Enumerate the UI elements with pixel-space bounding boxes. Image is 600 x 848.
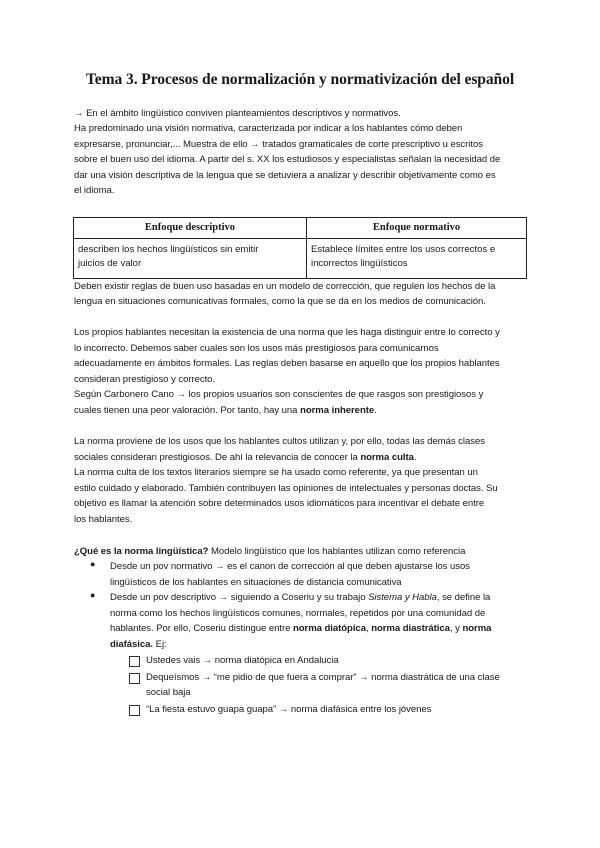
- bullet2-line-2: norma como los hechos lingüísticos comunes, normales, repetidos por una comunidad de: [110, 608, 486, 619]
- term-norma-diastratica: norma diastrática: [371, 623, 450, 634]
- term-diafasica: diafásica.: [110, 639, 154, 650]
- text-span: .: [374, 405, 377, 416]
- p2-line-5: Según Carbonero Cano → los propios usuarios son conscientes de que rasgos son prestigiosos y: [74, 389, 484, 400]
- term-norma-inherente: norma inherente: [300, 405, 375, 416]
- p3-line-3: La norma culta de los textos literarios siempre se ha usado como referente, ya que presentan un: [74, 467, 478, 478]
- text-span: ,: [365, 623, 372, 634]
- term-norma-linguistica: norma lingüística: [124, 546, 203, 557]
- bullet1-line-1: Desde un pov normativo → es el canon de corrección al que deben ajustarse los usos: [110, 561, 470, 572]
- bullet1-line-2: lingüísticos de los hablantes en situaciones de distancia comunicativa: [110, 577, 402, 588]
- checkbox[interactable]: [129, 705, 140, 716]
- page-title: Tema 3. Procesos de normalización y normativización del español: [85, 71, 515, 88]
- text-span: Modelo lingüístico que los hablantes utilizan como referencia: [208, 546, 466, 557]
- term-norma-culta: norma culta: [360, 452, 414, 463]
- table-cell-line: Establece límites entre los usos correctos e: [311, 244, 496, 255]
- bullet2-line-3: [110, 621, 491, 636]
- bullet-icon: ●: [90, 559, 96, 569]
- intro-line-2: Ha predominado una visión normativa, caracterizada por indicar a los hablantes cómo deben: [74, 123, 463, 134]
- question-bold: [74, 546, 208, 557]
- approach-comparison-table: [73, 217, 527, 279]
- table-header-normative: Enfoque normativo: [307, 218, 527, 239]
- text-span: ?: [202, 546, 209, 557]
- p3-line-1: La norma proviene de los usos que los hablantes cultos utilizan y, por ello, todas las demás clases: [74, 436, 485, 447]
- table-cell-line: describen los hechos lingüísticos sin emitir: [78, 244, 259, 255]
- question-line: [74, 544, 465, 559]
- p2-line-6: [74, 403, 377, 418]
- example-2-line-1: Dequeísmos → “me pidio de que fuera a comprar” → norma diastrática de una clase: [146, 672, 500, 683]
- p2-line-3: adecuadamente en ámbitos formales. Las reglas deben basarse en aquello que los propios hablantes: [74, 358, 500, 369]
- intro-line-5: dar una visión descriptiva de la lengua que se detuviera a analizar y describir objetivamente como es: [74, 170, 496, 181]
- text-span: .: [413, 452, 417, 463]
- table-header-descriptive: Enfoque descriptivo: [74, 218, 307, 239]
- table-header-row: [74, 218, 527, 239]
- text-span: cuales tienen una peor valoración. Por tanto, hay una: [74, 405, 301, 416]
- table-cell-line: incorrectos lingüísticos: [311, 258, 408, 269]
- bullet2-line-4: [110, 637, 167, 652]
- table-cell-line: juicios de valor: [78, 258, 142, 269]
- term-norma: norma: [462, 623, 492, 634]
- example-1-line-1: Ustedes vais → norma diatópica en Andalucia: [146, 655, 339, 666]
- example-3-line-1: “La fiesta estuvo guapa guapa” → norma diafásica entre los jóvenes: [146, 704, 432, 715]
- rules-line-2: lengua en situaciones comunicativas formales, como la que se da en los medios de comunicación.: [74, 296, 486, 307]
- text-span: sociales consideran prestigiosos. De ahí la relevancia de conocer la: [74, 452, 361, 463]
- checkbox[interactable]: [129, 656, 140, 667]
- p3-line-4: estilo cuidado y elaborado. También contribuyen las opiniones de intelectuales y personas doctas. Su: [74, 483, 498, 494]
- intro-line-4: sobre el buen uso del idioma. A partir del s. XX los estudiosos y especialistas señalan la necesidad de: [74, 154, 501, 165]
- p2-line-2: lo incorrecto. Debemos saber cuales son los usos más prestigiosos para comunicarnos: [74, 343, 439, 354]
- text-span: ¿Qué es la: [74, 546, 125, 557]
- intro-line-1: → En el ámbito lingüístico conviven planteamientos descriptivos y normativos.: [74, 108, 401, 119]
- text-span: , y: [449, 623, 463, 634]
- bullet2-line-1: [110, 590, 490, 605]
- intro-line-3: expresarse, pronunciar,... Muestra de ello → tratados gramaticales de corte prescriptivo u escritos: [74, 139, 483, 150]
- checkbox[interactable]: [129, 673, 140, 684]
- text-span: Ej:: [153, 639, 167, 650]
- table-row: [74, 239, 527, 279]
- text-span: hablantes. Por ello, Coseriu distingue entre: [110, 623, 293, 634]
- table-cell-descriptive: [74, 239, 307, 279]
- p3-line-2: [74, 450, 416, 465]
- intro-line-6: el idioma.: [74, 185, 115, 196]
- example-2-line-2: social baja: [146, 687, 191, 698]
- rules-line-1: Deben existir reglas de buen uso basadas en un modelo de corrección, que regulen los hechos de la: [74, 281, 496, 292]
- p3-line-5: objetivo es llamar la atención sobre determinados usos idiomáticos para incentivar el debate entre: [74, 498, 485, 509]
- p2-line-1: Los propios hablantes necesitan la existencia de una norma que les haga distinguir entre lo correcto y: [74, 327, 500, 338]
- text-span: , se define la: [436, 592, 491, 603]
- work-title: Sistema y Habla: [368, 592, 437, 603]
- text-span: Desde un pov descriptivo → siguiendo a Coseriu y su trabajo: [110, 592, 369, 603]
- bullet-icon: ●: [90, 590, 96, 600]
- p2-line-4: consideran prestigioso y correcto.: [74, 374, 216, 385]
- p3-line-6: los hablantes.: [74, 514, 133, 525]
- table-cell-normative: [307, 239, 527, 279]
- term-norma-diatopica: norma diatópica: [292, 623, 366, 634]
